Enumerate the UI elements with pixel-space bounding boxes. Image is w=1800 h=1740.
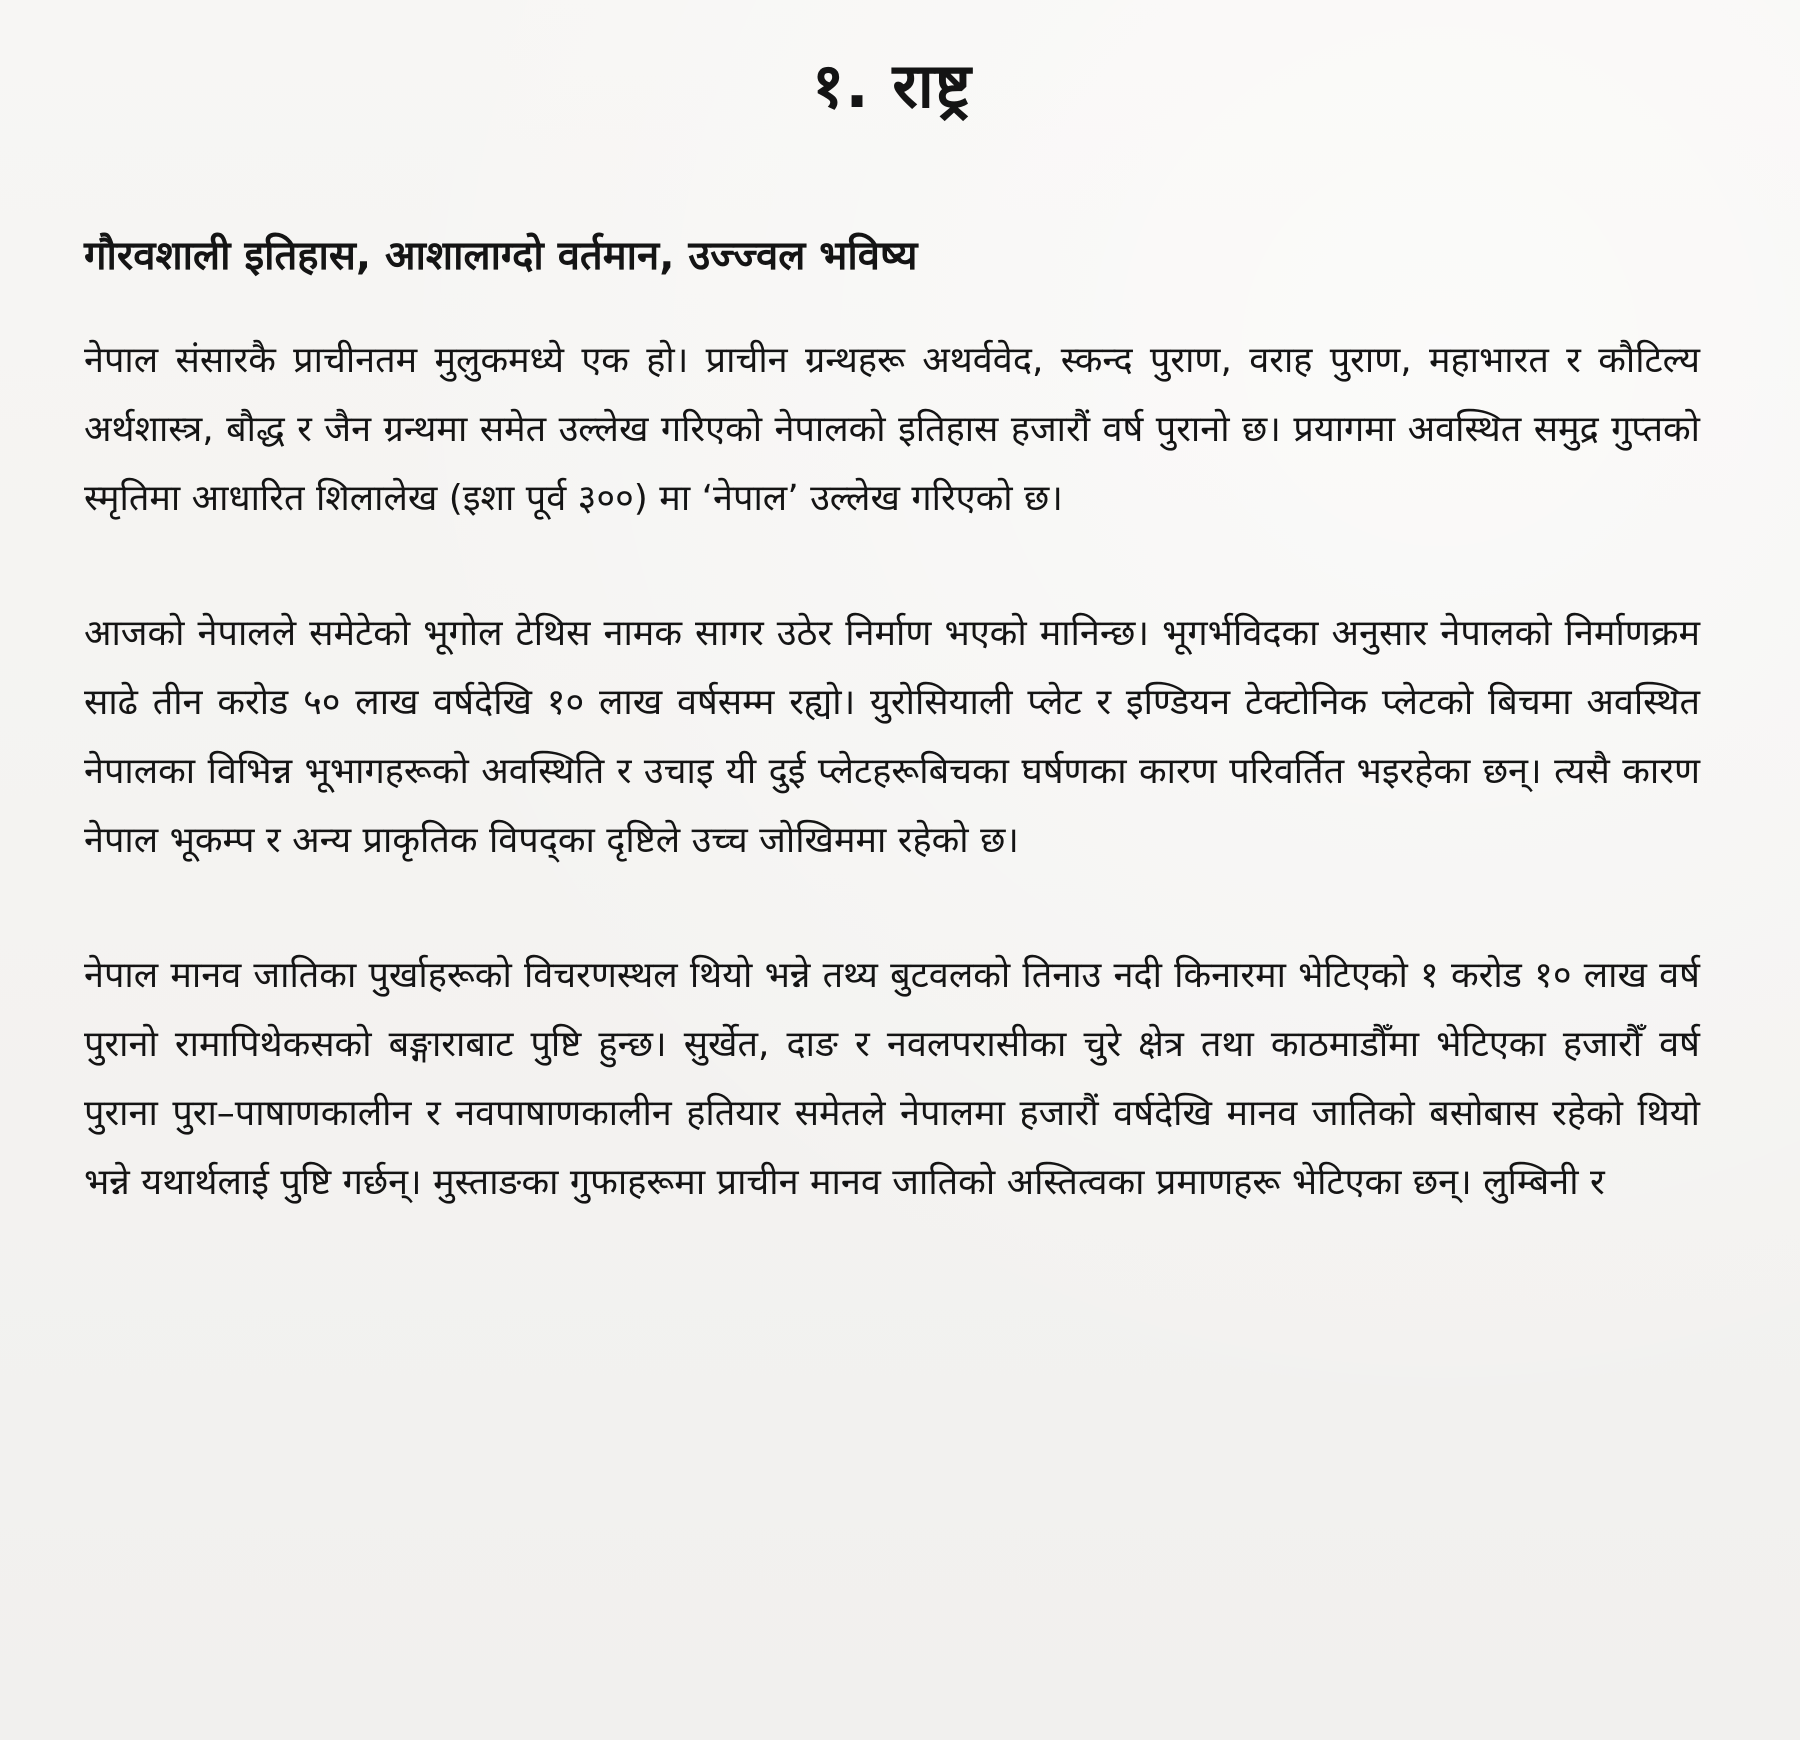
section-heading: गौरवशाली इतिहास, आशालाग्दो वर्तमान, उज्ज्वल भविष्य xyxy=(84,233,918,279)
paragraph-history: नेपाल संसारकै प्राचीनतम मुलुकमध्ये एक हो। प्राचीन ग्रन्थहरू अथर्ववेद, स्कन्द पुराण, वराह पुराण, महाभारत र कौटिल्य अर्थशास्त्र, बौद्ध र जैन ग्रन्थमा समेत उल्लेख गरिएको नेपालको इतिहास हजारौं वर्ष पुरानो छ। प्रयागमा अवस्थित समुद्र गुप्तको स्मृतिमा आधारित शिलालेख (इशा पूर्व ३००) मा ‘नेपाल’ उल्लेख गरिएको छ। xyxy=(84,340,1700,519)
chapter-title: १. राष्ट्र xyxy=(811,49,972,122)
paragraph-human-origins: नेपाल मानव जातिका पुर्खाहरूको विचरणस्थल थियो भन्ने तथ्य बुटवलको तिनाउ नदी किनारमा भेटिएको १ करोड १० लाख वर्ष पुरानो रामापिथेकसको बङ्गाराबाट पुष्टि हुन्छ। सुर्खेत, दाङ र नवलपरासीका चुरे क्षेत्र तथा काठमाडौँमा भेटिएका हजारौँ वर्ष पुराना पुरा–पाषाणकालीन र नवपाषाणकालीन हतियार समेतले नेपालमा हजारौं वर्षदेखि मानव जातिको बसोबास रहेको थियो भन्ने यथार्थलाई पुष्टि गर्छन्। मुस्ताङका गुफाहरूमा प्राचीन मानव जातिको अस्तित्वका प्रमाणहरू भेटिएका छन्। लुम्बिनी र xyxy=(84,955,1700,1203)
paragraph-geology: आजको नेपालले समेटेको भूगोल टेथिस नामक सागर उठेर निर्माण भएको मानिन्छ। भूगर्भविदका अनुसार नेपालको निर्माणक्रम साढे तीन करोड ५० लाख वर्षदेखि १० लाख वर्षसम्म रह्यो। युरोसियाली प्लेट र इण्डियन टेक्टोनिक प्लेटको बिचमा अवस्थित नेपालका विभिन्न भूभागहरूको अवस्थिति र उचाइ यी दुई प्लेटहरूबिचका घर्षणका कारण परिवर्तित भइरहेका छन्। त्यसै कारण नेपाल भूकम्प र अन्य प्राकृतिक विपद्का दृष्टिले उच्च जोखिममा रहेको छ। xyxy=(84,613,1700,861)
